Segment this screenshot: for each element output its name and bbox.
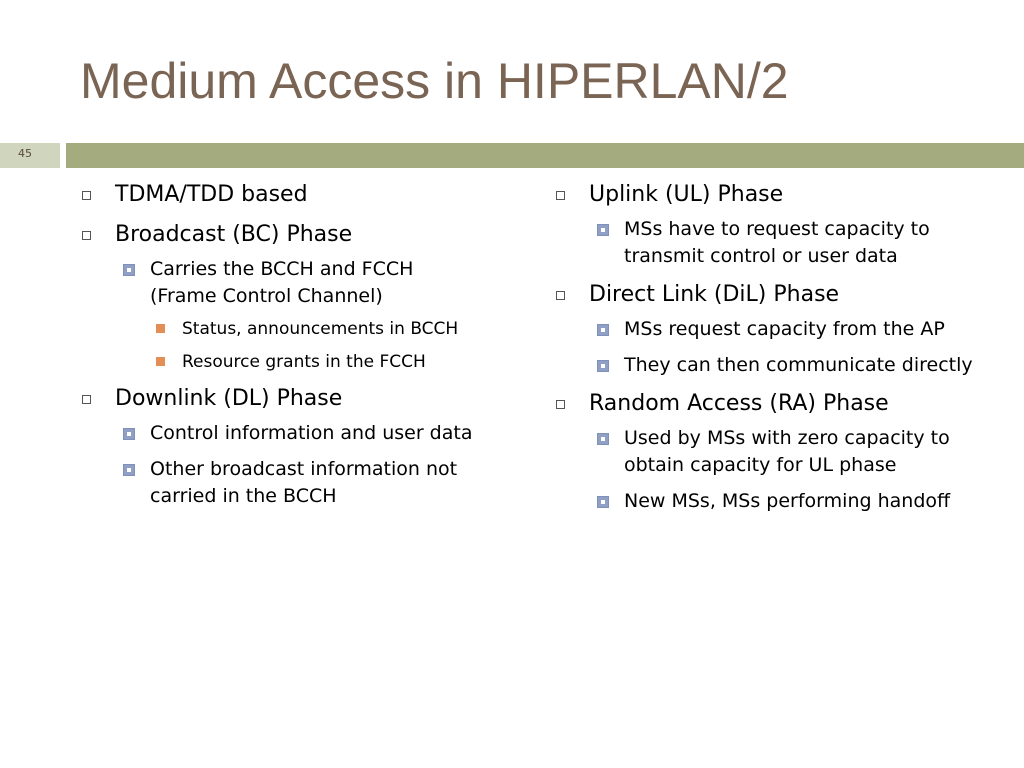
boxed-square-bullet-icon — [597, 433, 609, 445]
slide-number-box — [0, 143, 60, 168]
boxed-square-bullet-icon — [597, 324, 609, 336]
boxed-square-bullet-icon — [597, 224, 609, 236]
sub-bullet-list — [117, 420, 482, 510]
filled-square-bullet-icon — [156, 324, 165, 333]
header-band — [66, 143, 1024, 168]
sub-bullet-list — [591, 316, 986, 379]
boxed-square-bullet-icon — [123, 464, 135, 476]
sub-sub-bullet-item — [150, 317, 482, 341]
left-column — [82, 180, 482, 520]
bullet-list — [82, 180, 482, 510]
sub-sub-bullet-list — [150, 317, 482, 374]
square-bullet-icon — [82, 191, 91, 200]
sub-bullet-item — [117, 256, 482, 374]
bullet-item — [82, 180, 482, 210]
boxed-square-bullet-icon — [597, 360, 609, 372]
bullet-text: Direct Link (DiL) Phase — [589, 282, 840, 307]
sub-bullet-item — [591, 216, 986, 270]
bullet-text: Random Access (RA) Phase — [589, 391, 889, 416]
sub-bullet-text: Control information and user data — [150, 422, 473, 444]
sub-bullet-list — [591, 425, 986, 515]
square-bullet-icon — [556, 400, 565, 409]
square-bullet-icon — [556, 291, 565, 300]
sub-bullet-item — [591, 316, 986, 343]
square-bullet-icon — [82, 231, 91, 240]
sub-bullet-text: MSs have to request capacity to transmit control or user data — [624, 218, 930, 267]
filled-square-bullet-icon — [156, 357, 165, 366]
bullet-text: Uplink (UL) Phase — [589, 182, 784, 207]
sub-bullet-text: Used by MSs with zero capacity to obtain capacity for UL phase — [624, 427, 950, 476]
slide-title: Medium Access in HIPERLAN/2 — [80, 53, 789, 109]
bullet-item — [556, 280, 986, 379]
sub-bullet-item — [117, 420, 482, 447]
sub-bullet-text: Other broadcast information not carried in the BCCH — [150, 458, 458, 507]
sub-bullet-item — [591, 488, 986, 515]
sub-bullet-list — [591, 216, 986, 270]
sub-bullet-list — [117, 256, 482, 374]
sub-bullet-text: MSs request capacity from the AP — [624, 318, 945, 340]
sub-bullet-item — [591, 352, 986, 379]
sub-bullet-text: Carries the BCCH and FCCH (Frame Control Channel) — [150, 258, 414, 307]
sub-bullet-item — [117, 456, 482, 510]
bullet-list — [556, 180, 986, 515]
bullet-text: Downlink (DL) Phase — [115, 386, 343, 411]
bullet-item — [82, 220, 482, 374]
sub-bullet-text: New MSs, MSs performing handoff — [624, 490, 951, 512]
bullet-text: Broadcast (BC) Phase — [115, 222, 353, 247]
sub-bullet-text: They can then communicate directly — [624, 354, 973, 376]
sub-sub-bullet-text: Resource grants in the FCCH — [182, 352, 426, 372]
square-bullet-icon — [556, 191, 565, 200]
sub-sub-bullet-item — [150, 350, 482, 374]
bullet-item — [556, 389, 986, 515]
bullet-item — [556, 180, 986, 270]
slide-number: 45 — [18, 147, 32, 160]
sub-sub-bullet-text: Status, announcements in BCCH — [182, 319, 459, 339]
bullet-item — [82, 384, 482, 510]
square-bullet-icon — [82, 395, 91, 404]
boxed-square-bullet-icon — [123, 264, 135, 276]
bullet-text: TDMA/TDD based — [115, 182, 308, 207]
sub-bullet-item — [591, 425, 986, 479]
boxed-square-bullet-icon — [123, 428, 135, 440]
boxed-square-bullet-icon — [597, 496, 609, 508]
right-column — [556, 180, 986, 525]
